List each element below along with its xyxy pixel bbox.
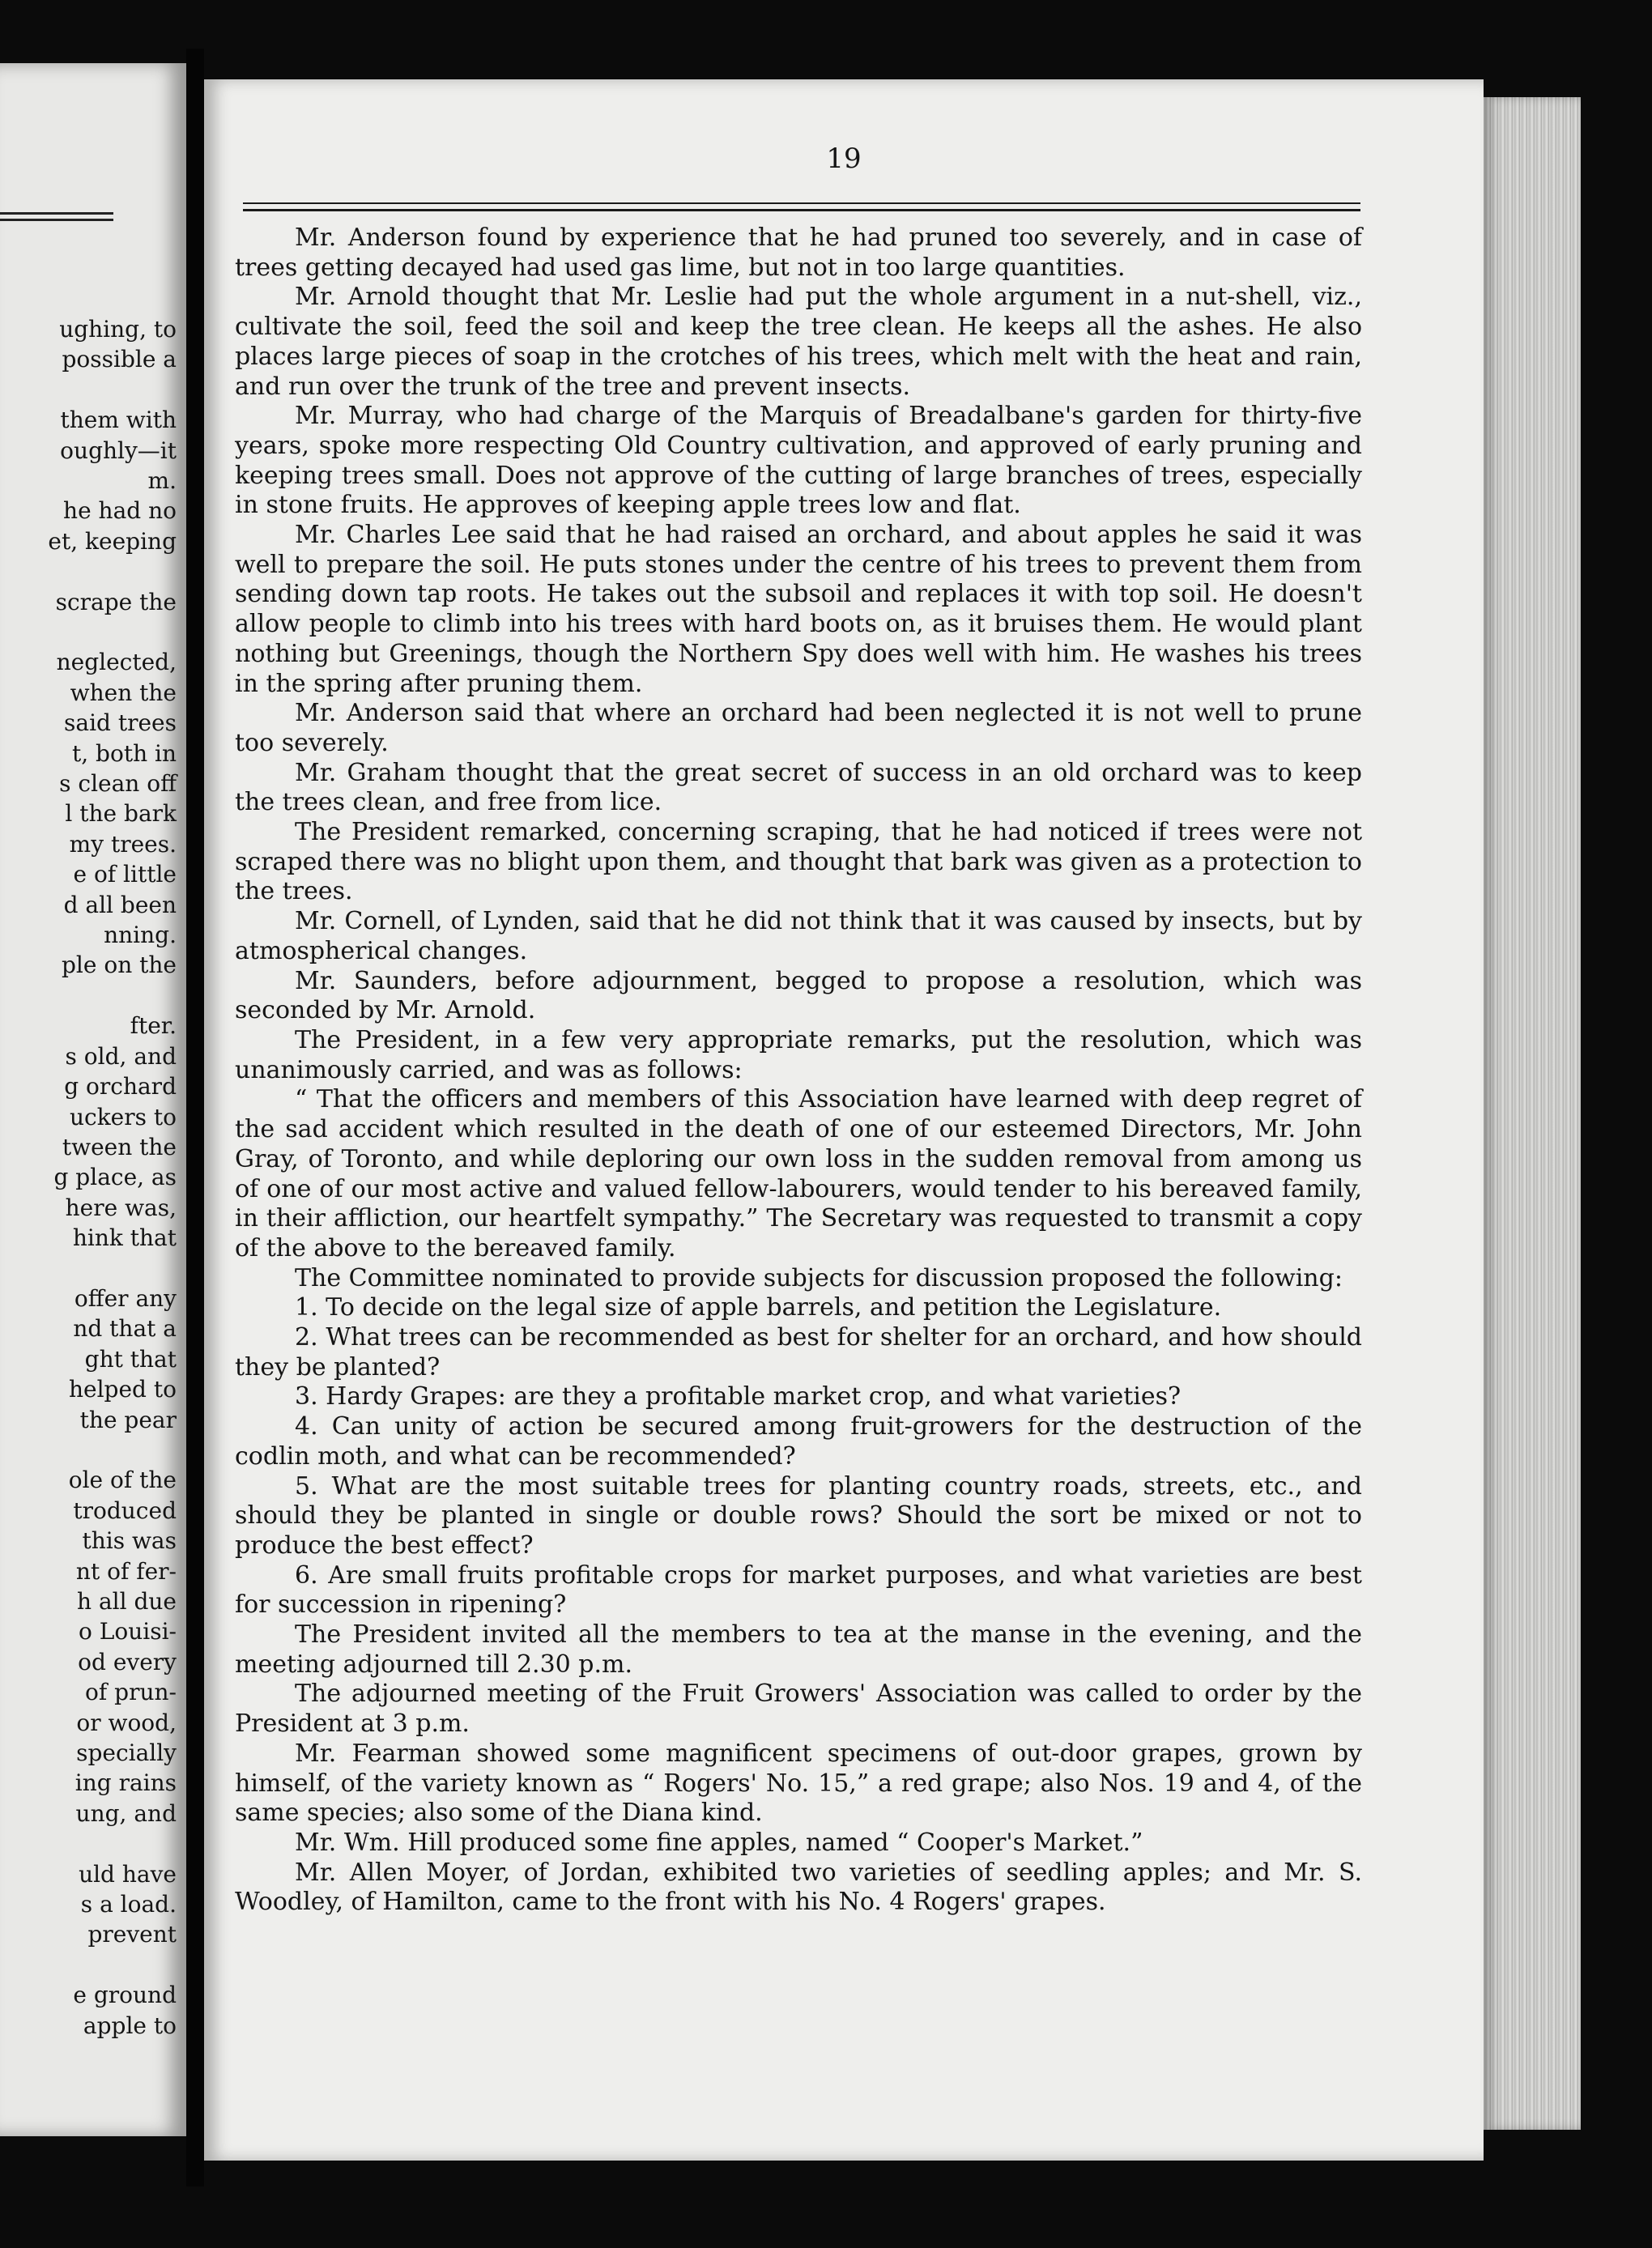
previous-page-line: the pear <box>79 1406 177 1433</box>
previous-page-line: scrape the <box>55 588 177 615</box>
previous-page-line: oughly—it <box>60 436 177 464</box>
previous-page-line <box>48 375 177 405</box>
previous-page-line: et, keeping <box>48 527 177 555</box>
previous-page-line: l the bark <box>65 800 177 828</box>
previous-page-line: here was, <box>65 1194 177 1221</box>
paragraph: The President invited all the members to tea at the manse in the evening, and the meeting adjourned till 2.30 p.m. <box>235 1620 1362 1679</box>
header-rule <box>243 202 1360 204</box>
paragraph: 3. Hardy Grapes: are they a profitable market crop, and what varieties? <box>295 1382 1182 1411</box>
previous-page-line: ing rains <box>75 1769 177 1797</box>
paragraph: Mr. Charles Lee said that he had raised an orchard, and about apples he said it was well to prepare the soil. He puts stones under the centre of his trees to prevent them from sending down tap roots. He takes out the subsoil and replaces it with top soil. He doesn't allow people to climb into his trees with hard boots on, as it bruises them. He would plant nothing but Greenings, though the Northern Spy does well with him. He washes his trees in the spring after pruning them. <box>235 521 1362 698</box>
paragraph: “ That the officers and members of this Association have learned with deep regret of the sad accident which resulted in the death of one of our esteemed Directors, Mr. John Gray, of Toronto, and while deploring our own loss in the sudden removal from among us of one of our most active and valued fellow-labourers, would tender to his bereaved family, in their affliction, our heartfelt sympathy.” The Secretary was requested to transmit a copy of the above to the bereaved family. <box>235 1085 1362 1262</box>
previous-page-line: ple on the <box>62 952 177 979</box>
previous-page-line: said trees <box>64 709 177 737</box>
previous-page-line: this was <box>82 1527 177 1555</box>
previous-page-line: d all been <box>63 891 177 918</box>
paragraph: The Committee nominated to provide subjects for discussion proposed the following: <box>295 1263 1343 1292</box>
previous-page-rule <box>0 212 113 215</box>
previous-page-line: s old, and <box>65 1042 177 1070</box>
paragraph: Mr. Fearman showed some magnificent specimens of out-door grapes, grown by himself, of the variety known as “ Rogers' No. 15,” a red grape; also Nos. 19 and 4, of the same species; also some of the Diana kind. <box>235 1739 1362 1828</box>
paragraph: The President remarked, concerning scraping, that he had noticed if trees were not scraped there was no blight upon them, and thought that bark was given as a protection to the trees. <box>235 818 1362 906</box>
book-gutter <box>186 49 204 2186</box>
previous-page-line: them with <box>60 407 177 434</box>
previous-page-line <box>48 1254 177 1284</box>
previous-page-line: od every <box>78 1648 177 1675</box>
previous-page-line: my trees. <box>69 830 177 858</box>
previous-page-line: e of little <box>73 861 177 888</box>
paragraph: Mr. Arnold thought that Mr. Leslie had put the whole argument in a nut-shell, viz., cultivate the soil, feed the soil and keep the tree clean. He keeps all the ashes. He also places large pieces of soap in the crotches of his trees, which melt with the heat and rain, and run over the trunk of the tree and prevent insects. <box>235 283 1362 401</box>
previous-page-line: ole of the <box>68 1467 177 1494</box>
previous-page-line: g orchard <box>64 1073 177 1101</box>
previous-page-line: of prun- <box>85 1679 177 1706</box>
previous-page-line <box>48 1950 177 1980</box>
previous-page-line <box>48 556 177 586</box>
paragraph: Mr. Cornell, of Lynden, said that he did not think that it was caused by insects, but by atmospherical changes. <box>235 907 1362 965</box>
paragraph: Mr. Anderson said that where an orchard had been neglected it is not well to prune too severely. <box>235 699 1362 757</box>
previous-page-text-fragments <box>48 314 177 2041</box>
previous-page-line: helped to <box>69 1376 177 1403</box>
previous-page-line: uld have <box>79 1860 177 1888</box>
previous-page-line: troduced <box>73 1497 177 1524</box>
page-edges <box>1484 97 1581 2130</box>
previous-page-line: hink that <box>72 1224 177 1252</box>
previous-page-line: when the <box>70 679 177 706</box>
paragraph: 2. What trees can be recommended as best for shelter for an orchard, and how should they be planted? <box>235 1323 1362 1382</box>
current-page <box>204 79 1484 2161</box>
paragraph: The adjourned meeting of the Fruit Growers' Association was called to order by the President at 3 p.m. <box>235 1680 1362 1739</box>
previous-page-line: apple to <box>83 2012 177 2039</box>
previous-page-line <box>48 1435 177 1465</box>
page-number: 19 <box>826 143 862 175</box>
paragraph: 4. Can unity of action be secured among fruit-growers for the destruction of the codlin moth, and what can be recommended? <box>235 1412 1362 1471</box>
previous-page-rule <box>0 219 113 221</box>
previous-page-line: m. <box>147 467 177 495</box>
previous-page-line: tween the <box>62 1133 177 1160</box>
header-rule <box>243 209 1360 211</box>
previous-page-line: nning. <box>104 922 177 949</box>
previous-page-line: ght that <box>84 1345 177 1373</box>
previous-page-line: offer any <box>74 1284 177 1312</box>
previous-page-strip <box>0 63 186 2136</box>
previous-page-line: neglected, <box>56 649 177 676</box>
paragraph: Mr. Saunders, before adjournment, begged to propose a resolution, which was seconded by Mr. Arnold. <box>235 966 1362 1025</box>
previous-page-line: fter. <box>130 1012 177 1040</box>
previous-page-line: ughing, to <box>59 316 177 343</box>
previous-page-line: g place, as <box>53 1164 177 1191</box>
previous-page-line <box>48 1829 177 1858</box>
previous-page-line: or wood, <box>76 1709 177 1736</box>
previous-page-line <box>48 617 177 647</box>
previous-page-line: t, both in <box>71 739 177 767</box>
previous-page-line: ung, and <box>75 1799 177 1827</box>
paragraph: 6. Are small fruits profitable crops for market purposes, and what varieties are best for succession in ripening? <box>235 1560 1362 1620</box>
previous-page-line: he had no <box>63 497 177 525</box>
previous-page-line: s clean off <box>59 770 177 798</box>
previous-page-line <box>48 981 177 1011</box>
previous-page-line: nt of fer- <box>75 1557 177 1585</box>
previous-page-line: nd that a <box>73 1315 177 1343</box>
paragraph: 1. To decide on the legal size of apple barrels, and petition the Legislature. <box>295 1293 1222 1322</box>
previous-page-line: possible a <box>62 346 177 373</box>
body-text <box>235 224 1362 1918</box>
previous-page-line: e ground <box>73 1982 177 2009</box>
paragraph: Mr. Graham thought that the great secret of success in an old orchard was to keep the trees clean, and free from lice. <box>235 758 1362 817</box>
paragraph: The President, in a few very appropriate remarks, put the resolution, which was unanimously carried, and was as follows: <box>235 1025 1362 1084</box>
previous-page-line: o Louisi- <box>79 1618 177 1646</box>
paragraph: 5. What are the most suitable trees for planting country roads, streets, etc., and should they be planted in single or double rows? Should the sort be mixed or not to produce the best effect? <box>235 1471 1362 1560</box>
paragraph: Mr. Wm. Hill produced some fine apples, named “ Cooper's Market.” <box>295 1828 1143 1857</box>
paragraph: Mr. Anderson found by experience that he had pruned too severely, and in case of trees getting decayed had used gas lime, but not in too large quantities. <box>235 224 1362 282</box>
previous-page-line: h all due <box>77 1587 177 1615</box>
paragraph: Mr. Allen Moyer, of Jordan, exhibited two varieties of seedling apples; and Mr. S. Woodley, of Hamilton, came to the front with his No. 4 Rogers' grapes. <box>235 1858 1362 1917</box>
previous-page-line: s a load. <box>80 1891 177 1918</box>
previous-page-line: prevent <box>87 1921 177 1948</box>
paragraph: Mr. Murray, who had charge of the Marquis of Breadalbane's garden for thirty-five years, spoke more respecting Old Country cultivation, and approved of early pruning and keeping trees small. Does not approve of the cutting of large branches of trees, especially in stone fruits. He approves of keeping apple trees low and flat. <box>235 402 1362 520</box>
previous-page-line: uckers to <box>69 1103 177 1130</box>
previous-page-line: specially <box>76 1739 177 1766</box>
